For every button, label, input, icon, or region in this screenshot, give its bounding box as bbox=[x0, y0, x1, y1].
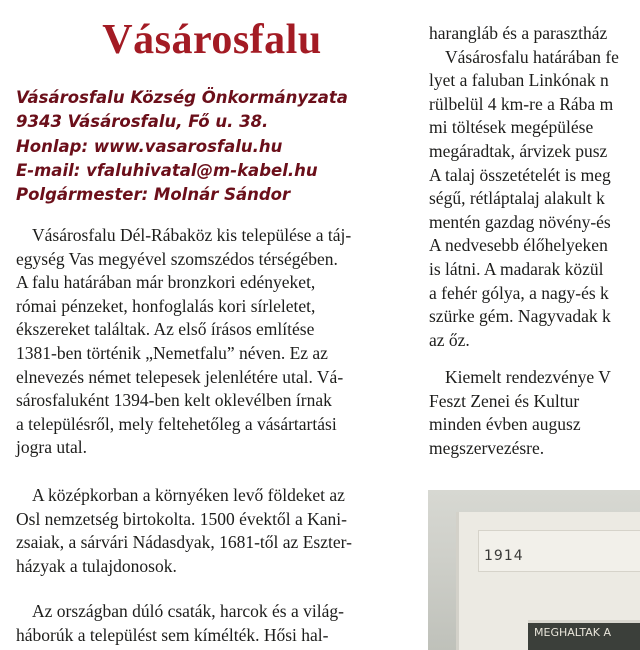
contact-block bbox=[16, 86, 408, 207]
left-paragraph-1 bbox=[16, 224, 408, 460]
page-title: Vásárosfalu bbox=[102, 17, 322, 63]
text-line: mi töltések megépülése bbox=[429, 117, 594, 138]
text-line: zsaiak, a sárvári Nádasdyak, 1681-től az Eszter- bbox=[16, 532, 352, 553]
text-line: A falu határában már bronzkori edényeket, bbox=[16, 272, 316, 293]
text-line: is látni. A madarak közül bbox=[429, 258, 604, 279]
text-line: az őz. bbox=[429, 329, 470, 350]
text-line: Osl nemzetség birtokolta. 1500 évektől a Kani- bbox=[16, 508, 347, 529]
contact-website: Honlap: www.vasarosfalu.hu bbox=[16, 136, 283, 156]
right-paragraph-2 bbox=[429, 366, 640, 460]
text-line: egység Vas megyével szomszédos térségében. bbox=[16, 248, 338, 269]
text-line: sárosfaluként 1394-ben kelt oklevélben írnak bbox=[16, 390, 332, 411]
text-line: jogra utal. bbox=[16, 437, 87, 458]
text-line: Az országban dúló csaták, harcok és a világ- bbox=[32, 601, 344, 621]
text-line: rülbelül 4 km-re a Rába m bbox=[429, 93, 614, 114]
text-line: A nedvesebb élőhelyeken bbox=[429, 235, 608, 256]
right-paragraph-1 bbox=[429, 22, 640, 352]
contact-org: Vásárosfalu Község Önkormányzata bbox=[16, 88, 348, 107]
text-line: Feszt Zenei és Kultur bbox=[429, 390, 580, 411]
text-line: a településről, mely feltehetőleg a vásártartási bbox=[16, 413, 337, 434]
text-line: házyak a tulajdonosok. bbox=[16, 555, 177, 576]
memorial-photo bbox=[428, 490, 640, 650]
left-paragraph-2 bbox=[16, 484, 408, 578]
text-line: 1381-ben történik „Nemetfalu” néven. Ez az bbox=[16, 342, 328, 363]
text-line: római pénzeket, honfoglalás kori sírleletet, bbox=[16, 295, 316, 316]
text-line: Kiemelt rendezvénye V bbox=[445, 367, 611, 387]
text-line: harangláb és a parasztház bbox=[429, 23, 608, 43]
text-line: megáradtak, árvizek pusz bbox=[429, 140, 608, 161]
text-line: szürke gém. Nagyvadak k bbox=[429, 306, 611, 327]
text-line: minden évben augusz bbox=[429, 414, 581, 435]
text-line: a fehér gólya, a nagy-és k bbox=[429, 282, 609, 303]
text-line: A talaj összetételét is meg bbox=[429, 164, 611, 185]
text-line: A középkorban a környéken levő földeket az bbox=[32, 485, 345, 505]
memorial-plaque-text: MEGHALTAK A bbox=[534, 626, 611, 639]
text-line: ségű, rétláptalaj alakult k bbox=[429, 188, 605, 209]
text-line: Vásárosfalu határában fe bbox=[445, 46, 619, 67]
contact-email: E-mail: vfaluhivatal@m-kabel.hu bbox=[16, 160, 318, 180]
text-line: háborúk a települést sem kímélték. Hősi hal- bbox=[16, 624, 329, 645]
text-line: ékszereket találtak. Az első írásos említése bbox=[16, 319, 315, 340]
text-line: megszervezésre. bbox=[429, 437, 545, 458]
contact-mayor: Polgármester: Molnár Sándor bbox=[16, 185, 291, 205]
text-line: mentén gazdag növény-és bbox=[429, 211, 611, 232]
text-line: Vásárosfalu Dél-Rábaköz kis települése a táj- bbox=[32, 225, 352, 245]
text-line: elnevezés német telepesek jelenlétére utal. Vá- bbox=[16, 366, 344, 387]
text-line: lyet a faluban Linkónak n bbox=[429, 70, 609, 91]
memorial-year: 1914 bbox=[484, 548, 524, 564]
left-paragraph-3 bbox=[16, 600, 408, 647]
contact-address: 9343 Vásárosfalu, Fő u. 38. bbox=[16, 112, 269, 132]
